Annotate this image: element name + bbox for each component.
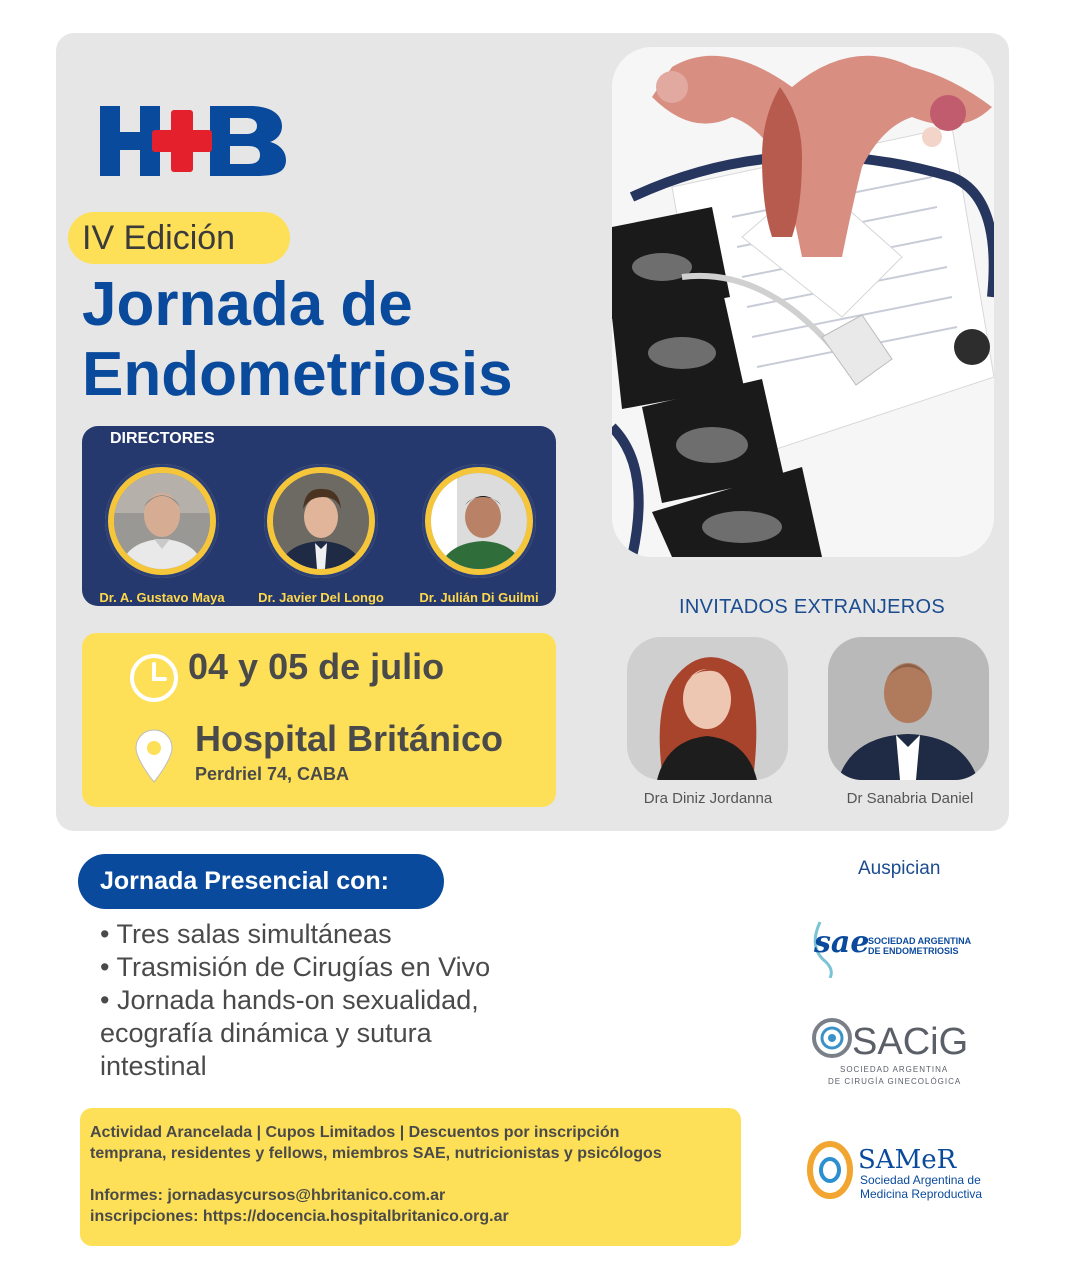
hero-photo [612, 47, 994, 557]
sacig-logo [812, 1014, 982, 1088]
director-card [82, 464, 242, 605]
sacig-mark: SACiG [852, 1021, 969, 1063]
directors-label: DIRECTORES [110, 430, 215, 447]
event-address: Perdriel 74, CABA [195, 764, 350, 784]
director-card [399, 464, 559, 605]
sponsors-label: Auspician [858, 858, 941, 879]
registration-link[interactable]: inscripciones: https://docencia.hospitalbritanico.org.ar [90, 1208, 509, 1225]
feature-item: • Tres salas simultáneas [100, 919, 392, 949]
program-features [100, 918, 620, 1083]
director-photo [114, 473, 210, 569]
program-pill: Jornada Presencial con: [78, 854, 444, 909]
hospital-britanico-logo [100, 104, 286, 178]
feature-item: intestinal [100, 1051, 207, 1081]
feature-item: ecografía dinámica y sutura [100, 1018, 432, 1048]
director-name: Dr. Javier Del Longo [258, 590, 384, 605]
feature-item: • Trasmisión de Cirugías en Vivo [100, 952, 491, 982]
feature-item: • Jornada hands-on sexualidad, [100, 985, 479, 1015]
sae-line-2: DE ENDOMETRIOSIS [868, 946, 959, 956]
sacig-line-1: SOCIEDAD ARGENTINA [840, 1065, 949, 1074]
director-photo-frame [264, 464, 378, 578]
samer-line-2: Medicina Reproductiva [860, 1187, 983, 1201]
sae-line-1: SOCIEDAD ARGENTINA [868, 936, 972, 946]
director-name: Dr. A. Gustavo Maya [99, 590, 225, 605]
director-photo-frame [105, 464, 219, 578]
edition-badge: IV Edición [68, 212, 290, 264]
location-pin-icon [134, 728, 174, 784]
sae-mark: sae [814, 925, 870, 960]
sacig-line-2: DE CIRUGÍA GINECOLÓGICA [828, 1077, 962, 1086]
samer-line-1: Sociedad Argentina de [860, 1173, 981, 1187]
director-photo-frame [422, 464, 536, 578]
contact-email[interactable]: Informes: jornadasycursos@hbritanico.com.ar [90, 1187, 446, 1204]
clock-icon [128, 652, 180, 704]
guest-photo [828, 637, 989, 780]
sae-logo [806, 916, 976, 978]
samer-mark: SAMeR [858, 1145, 957, 1175]
guest-photo [627, 637, 788, 780]
directors-panel [82, 426, 556, 606]
guest-name: Dra Diniz Jordanna [643, 790, 773, 807]
title-line-1: Jornada de [82, 270, 413, 339]
page-title [82, 270, 602, 410]
director-photo [431, 473, 527, 569]
event-date: 04 y 05 de julio [188, 646, 445, 687]
title-line-2: Endometriosis [82, 340, 513, 409]
event-venue: Hospital Británico [195, 718, 504, 759]
info-line: temprana, residentes y fellows, miembros SAE, nutricionistas y psicólogos [90, 1145, 662, 1162]
director-card [241, 464, 401, 605]
guests-title: INVITADOS EXTRANJEROS [679, 596, 945, 618]
director-name: Dr. Julián Di Guilmi [419, 590, 539, 605]
director-photo [273, 473, 369, 569]
guest-name: Dr Sanabria Daniel [846, 790, 974, 807]
info-box [80, 1108, 741, 1246]
info-line: Actividad Arancelada | Cupos Limitados | Descuentos por inscripción [90, 1124, 620, 1141]
samer-logo [806, 1138, 986, 1202]
